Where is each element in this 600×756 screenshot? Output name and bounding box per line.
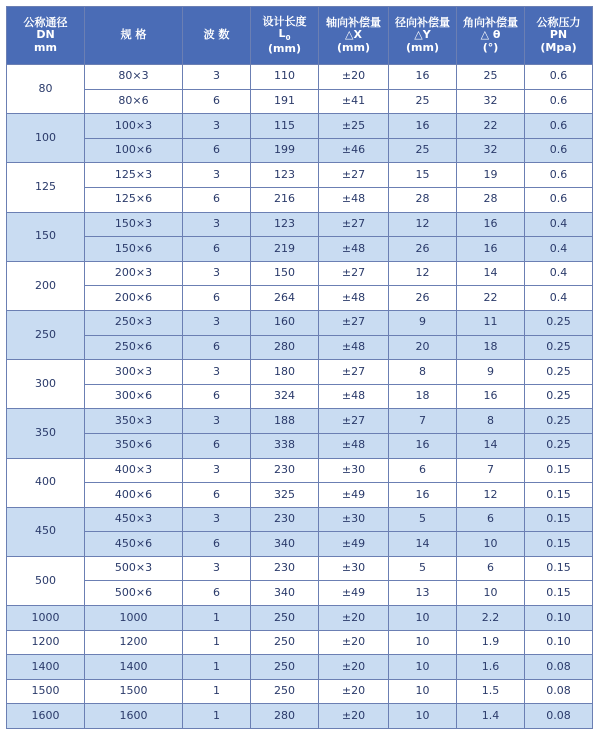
cell-dn: 450: [7, 507, 85, 556]
cell-pressure: 0.08: [525, 679, 593, 704]
cell-spec: 300×6: [85, 384, 183, 409]
table-row: [7, 187, 593, 212]
cell-axial: ±48: [319, 286, 389, 311]
cell-angular: 16: [457, 237, 525, 262]
cell-radial: 20: [389, 335, 457, 360]
cell-axial: ±49: [319, 581, 389, 606]
cell-axial: ±27: [319, 360, 389, 385]
cell-angular: 1.4: [457, 704, 525, 729]
cell-length: 199: [251, 138, 319, 163]
cell-length: 250: [251, 606, 319, 631]
table-row: [7, 679, 593, 704]
cell-length: 115: [251, 114, 319, 139]
header-angular-unit: (°): [482, 40, 499, 54]
cell-pressure: 0.6: [525, 89, 593, 114]
cell-axial: ±27: [319, 212, 389, 237]
cell-waves: 6: [183, 286, 251, 311]
cell-length: 264: [251, 286, 319, 311]
header-dn-code: DN: [36, 28, 55, 42]
cell-radial: 7: [389, 409, 457, 434]
cell-pressure: 0.08: [525, 704, 593, 729]
cell-dn: 100: [7, 114, 85, 163]
table-row: [7, 606, 593, 631]
cell-spec: 400×3: [85, 458, 183, 483]
cell-length: 340: [251, 581, 319, 606]
cell-length: 280: [251, 704, 319, 729]
table-row: [7, 532, 593, 557]
cell-spec: 100×3: [85, 114, 183, 139]
table-row: [7, 163, 593, 188]
cell-angular: 22: [457, 286, 525, 311]
cell-dn: 400: [7, 458, 85, 507]
cell-angular: 22: [457, 114, 525, 139]
cell-spec: 1000: [85, 606, 183, 631]
cell-spec: 250×3: [85, 310, 183, 335]
cell-spec: 200×3: [85, 261, 183, 286]
cell-spec: 80×6: [85, 89, 183, 114]
cell-angular: 32: [457, 138, 525, 163]
cell-length: 340: [251, 532, 319, 557]
table-row: [7, 286, 593, 311]
cell-radial: 16: [389, 433, 457, 458]
cell-angular: 1.5: [457, 679, 525, 704]
cell-angular: 18: [457, 335, 525, 360]
cell-length: 191: [251, 89, 319, 114]
cell-angular: 7: [457, 458, 525, 483]
cell-dn: 150: [7, 212, 85, 261]
cell-axial: ±49: [319, 483, 389, 508]
cell-spec: 500×3: [85, 556, 183, 581]
cell-dn: 125: [7, 163, 85, 212]
cell-axial: ±49: [319, 532, 389, 557]
cell-dn: 250: [7, 310, 85, 359]
cell-spec: 150×3: [85, 212, 183, 237]
table-row: [7, 458, 593, 483]
cell-waves: 1: [183, 704, 251, 729]
cell-spec: 1500: [85, 679, 183, 704]
table-row: [7, 89, 593, 114]
cell-waves: 3: [183, 163, 251, 188]
cell-angular: 6: [457, 507, 525, 532]
cell-waves: 6: [183, 335, 251, 360]
header-dn-label: 公称通径: [23, 15, 68, 29]
cell-angular: 1.6: [457, 655, 525, 680]
cell-axial: ±27: [319, 409, 389, 434]
cell-axial: ±20: [319, 655, 389, 680]
table-row: [7, 630, 593, 655]
cell-pressure: 0.4: [525, 261, 593, 286]
table-row: [7, 237, 593, 262]
cell-spec: 1600: [85, 704, 183, 729]
cell-axial: ±48: [319, 433, 389, 458]
cell-axial: ±41: [319, 89, 389, 114]
cell-angular: 1.9: [457, 630, 525, 655]
cell-pressure: 0.25: [525, 384, 593, 409]
cell-dn: 500: [7, 556, 85, 605]
cell-axial: ±27: [319, 261, 389, 286]
cell-pressure: 0.15: [525, 556, 593, 581]
table-row: [7, 655, 593, 680]
cell-waves: 6: [183, 532, 251, 557]
header-axial: [319, 7, 389, 65]
table-row: [7, 704, 593, 729]
header-radial-label: 径向补偿量: [395, 15, 450, 29]
header-angular-label: 角向补偿量: [463, 15, 518, 29]
cell-angular: 6: [457, 556, 525, 581]
cell-axial: ±20: [319, 630, 389, 655]
cell-spec: 450×6: [85, 532, 183, 557]
cell-spec: 200×6: [85, 286, 183, 311]
cell-waves: 1: [183, 655, 251, 680]
table-row: [7, 384, 593, 409]
header-radial: [389, 7, 457, 65]
cell-radial: 10: [389, 655, 457, 680]
cell-spec: 125×3: [85, 163, 183, 188]
spec-table: [6, 6, 593, 729]
header-dn-unit: mm: [34, 40, 57, 54]
cell-spec: 450×3: [85, 507, 183, 532]
cell-length: 230: [251, 556, 319, 581]
cell-length: 250: [251, 655, 319, 680]
cell-pressure: 0.6: [525, 65, 593, 90]
cell-waves: 6: [183, 483, 251, 508]
cell-spec: 125×6: [85, 187, 183, 212]
cell-angular: 8: [457, 409, 525, 434]
header-axial-unit: (mm): [337, 40, 370, 54]
cell-spec: 350×6: [85, 433, 183, 458]
header-spec: [85, 7, 183, 65]
cell-axial: ±48: [319, 187, 389, 212]
cell-length: 150: [251, 261, 319, 286]
cell-radial: 16: [389, 114, 457, 139]
table-body: [7, 65, 593, 729]
header-pressure-label: 公称压力: [536, 15, 581, 29]
cell-axial: ±25: [319, 114, 389, 139]
table-row: [7, 65, 593, 90]
cell-axial: ±30: [319, 556, 389, 581]
cell-axial: ±20: [319, 704, 389, 729]
cell-radial: 16: [389, 65, 457, 90]
cell-axial: ±48: [319, 237, 389, 262]
cell-pressure: 0.25: [525, 335, 593, 360]
table-row: [7, 335, 593, 360]
cell-angular: 32: [457, 89, 525, 114]
header-length: [251, 7, 319, 65]
table-row: [7, 114, 593, 139]
cell-dn: 200: [7, 261, 85, 310]
cell-dn: 1600: [7, 704, 85, 729]
cell-radial: 25: [389, 138, 457, 163]
cell-axial: ±30: [319, 507, 389, 532]
cell-length: 219: [251, 237, 319, 262]
cell-angular: 10: [457, 532, 525, 557]
cell-waves: 6: [183, 237, 251, 262]
cell-pressure: 0.15: [525, 507, 593, 532]
header-row: [7, 7, 593, 65]
cell-axial: ±48: [319, 384, 389, 409]
header-angular: [457, 7, 525, 65]
cell-angular: 14: [457, 433, 525, 458]
cell-waves: 3: [183, 409, 251, 434]
cell-radial: 28: [389, 187, 457, 212]
cell-pressure: 0.15: [525, 483, 593, 508]
header-length-symbol: [251, 28, 318, 42]
cell-radial: 15: [389, 163, 457, 188]
cell-dn: 350: [7, 409, 85, 458]
cell-waves: 3: [183, 212, 251, 237]
cell-pressure: 0.6: [525, 163, 593, 188]
cell-axial: ±27: [319, 163, 389, 188]
cell-dn: 1500: [7, 679, 85, 704]
cell-waves: 1: [183, 606, 251, 631]
cell-waves: 1: [183, 679, 251, 704]
header-waves-label: 波 数: [203, 28, 230, 42]
cell-angular: 14: [457, 261, 525, 286]
header-pressure-unit: (Mpa): [540, 40, 577, 54]
cell-pressure: 0.15: [525, 581, 593, 606]
table-row: [7, 507, 593, 532]
table-row: [7, 261, 593, 286]
cell-spec: 400×6: [85, 483, 183, 508]
cell-waves: 6: [183, 384, 251, 409]
cell-axial: ±48: [319, 335, 389, 360]
cell-pressure: 0.15: [525, 458, 593, 483]
header-angular-symbol: △ θ: [480, 28, 501, 42]
cell-axial: ±20: [319, 65, 389, 90]
header-dn: [7, 7, 85, 65]
cell-pressure: 0.4: [525, 286, 593, 311]
cell-radial: 10: [389, 606, 457, 631]
cell-radial: 5: [389, 507, 457, 532]
cell-spec: 250×6: [85, 335, 183, 360]
table-row: [7, 483, 593, 508]
cell-waves: 6: [183, 581, 251, 606]
cell-length: 123: [251, 212, 319, 237]
cell-waves: 1: [183, 630, 251, 655]
cell-length: 250: [251, 679, 319, 704]
table-row: [7, 360, 593, 385]
header-pressure-symbol: PN: [549, 28, 568, 42]
cell-length: 324: [251, 384, 319, 409]
cell-pressure: 0.25: [525, 433, 593, 458]
cell-dn: 1200: [7, 630, 85, 655]
cell-radial: 25: [389, 89, 457, 114]
cell-axial: ±20: [319, 679, 389, 704]
cell-radial: 10: [389, 679, 457, 704]
cell-length: 338: [251, 433, 319, 458]
cell-axial: ±20: [319, 606, 389, 631]
header-length-unit: (mm): [268, 41, 301, 55]
cell-length: 110: [251, 65, 319, 90]
header-spec-label: 规 格: [120, 28, 147, 42]
cell-length: 230: [251, 458, 319, 483]
cell-pressure: 0.15: [525, 532, 593, 557]
header-length-label: 设计长度: [262, 14, 307, 28]
cell-pressure: 0.25: [525, 360, 593, 385]
header-pressure: [525, 7, 593, 65]
cell-length: 188: [251, 409, 319, 434]
cell-angular: 10: [457, 581, 525, 606]
cell-pressure: 0.6: [525, 114, 593, 139]
header-waves: [183, 7, 251, 65]
cell-radial: 26: [389, 237, 457, 262]
cell-pressure: 0.4: [525, 212, 593, 237]
cell-spec: 500×6: [85, 581, 183, 606]
cell-angular: 12: [457, 483, 525, 508]
cell-length: 123: [251, 163, 319, 188]
cell-pressure: 0.6: [525, 187, 593, 212]
cell-pressure: 0.08: [525, 655, 593, 680]
cell-length: 180: [251, 360, 319, 385]
cell-spec: 350×3: [85, 409, 183, 434]
cell-waves: 3: [183, 360, 251, 385]
cell-angular: 2.2: [457, 606, 525, 631]
header-axial-label: 轴向补偿量: [326, 15, 381, 29]
cell-dn: 1000: [7, 606, 85, 631]
cell-radial: 18: [389, 384, 457, 409]
cell-spec: 100×6: [85, 138, 183, 163]
cell-waves: 3: [183, 458, 251, 483]
cell-axial: ±30: [319, 458, 389, 483]
cell-pressure: 0.25: [525, 310, 593, 335]
cell-radial: 14: [389, 532, 457, 557]
cell-angular: 19: [457, 163, 525, 188]
cell-length: 230: [251, 507, 319, 532]
cell-dn: 300: [7, 360, 85, 409]
cell-radial: 10: [389, 704, 457, 729]
cell-waves: 3: [183, 507, 251, 532]
cell-angular: 28: [457, 187, 525, 212]
table-row: [7, 581, 593, 606]
cell-length: 280: [251, 335, 319, 360]
cell-spec: 1400: [85, 655, 183, 680]
cell-angular: 16: [457, 384, 525, 409]
cell-radial: 9: [389, 310, 457, 335]
table-row: [7, 138, 593, 163]
cell-pressure: 0.10: [525, 630, 593, 655]
cell-spec: 300×3: [85, 360, 183, 385]
cell-pressure: 0.25: [525, 409, 593, 434]
cell-radial: 12: [389, 212, 457, 237]
cell-spec: 80×3: [85, 65, 183, 90]
cell-axial: ±46: [319, 138, 389, 163]
cell-radial: 6: [389, 458, 457, 483]
header-length-subscript: 0: [285, 34, 291, 43]
cell-waves: 6: [183, 433, 251, 458]
table-row: [7, 409, 593, 434]
cell-waves: 6: [183, 138, 251, 163]
cell-axial: ±27: [319, 310, 389, 335]
cell-angular: 11: [457, 310, 525, 335]
cell-length: 216: [251, 187, 319, 212]
cell-radial: 13: [389, 581, 457, 606]
cell-radial: 12: [389, 261, 457, 286]
table-row: [7, 310, 593, 335]
cell-dn: 80: [7, 65, 85, 114]
cell-pressure: 0.10: [525, 606, 593, 631]
header-length-letter: L: [278, 27, 286, 41]
cell-waves: 3: [183, 65, 251, 90]
header-radial-symbol: △Y: [414, 28, 431, 42]
cell-pressure: 0.4: [525, 237, 593, 262]
cell-waves: 3: [183, 310, 251, 335]
cell-waves: 6: [183, 187, 251, 212]
table-row: [7, 212, 593, 237]
cell-waves: 3: [183, 556, 251, 581]
cell-length: 160: [251, 310, 319, 335]
cell-radial: 16: [389, 483, 457, 508]
cell-length: 325: [251, 483, 319, 508]
cell-waves: 3: [183, 114, 251, 139]
table-row: [7, 433, 593, 458]
cell-waves: 3: [183, 261, 251, 286]
cell-spec: 150×6: [85, 237, 183, 262]
cell-angular: 9: [457, 360, 525, 385]
cell-angular: 25: [457, 65, 525, 90]
header-axial-symbol: △X: [345, 28, 362, 42]
cell-length: 250: [251, 630, 319, 655]
cell-spec: 1200: [85, 630, 183, 655]
table-row: [7, 556, 593, 581]
cell-dn: 1400: [7, 655, 85, 680]
cell-waves: 6: [183, 89, 251, 114]
header-radial-unit: (mm): [406, 40, 439, 54]
cell-pressure: 0.6: [525, 138, 593, 163]
cell-radial: 8: [389, 360, 457, 385]
cell-radial: 5: [389, 556, 457, 581]
cell-radial: 10: [389, 630, 457, 655]
cell-radial: 26: [389, 286, 457, 311]
cell-angular: 16: [457, 212, 525, 237]
